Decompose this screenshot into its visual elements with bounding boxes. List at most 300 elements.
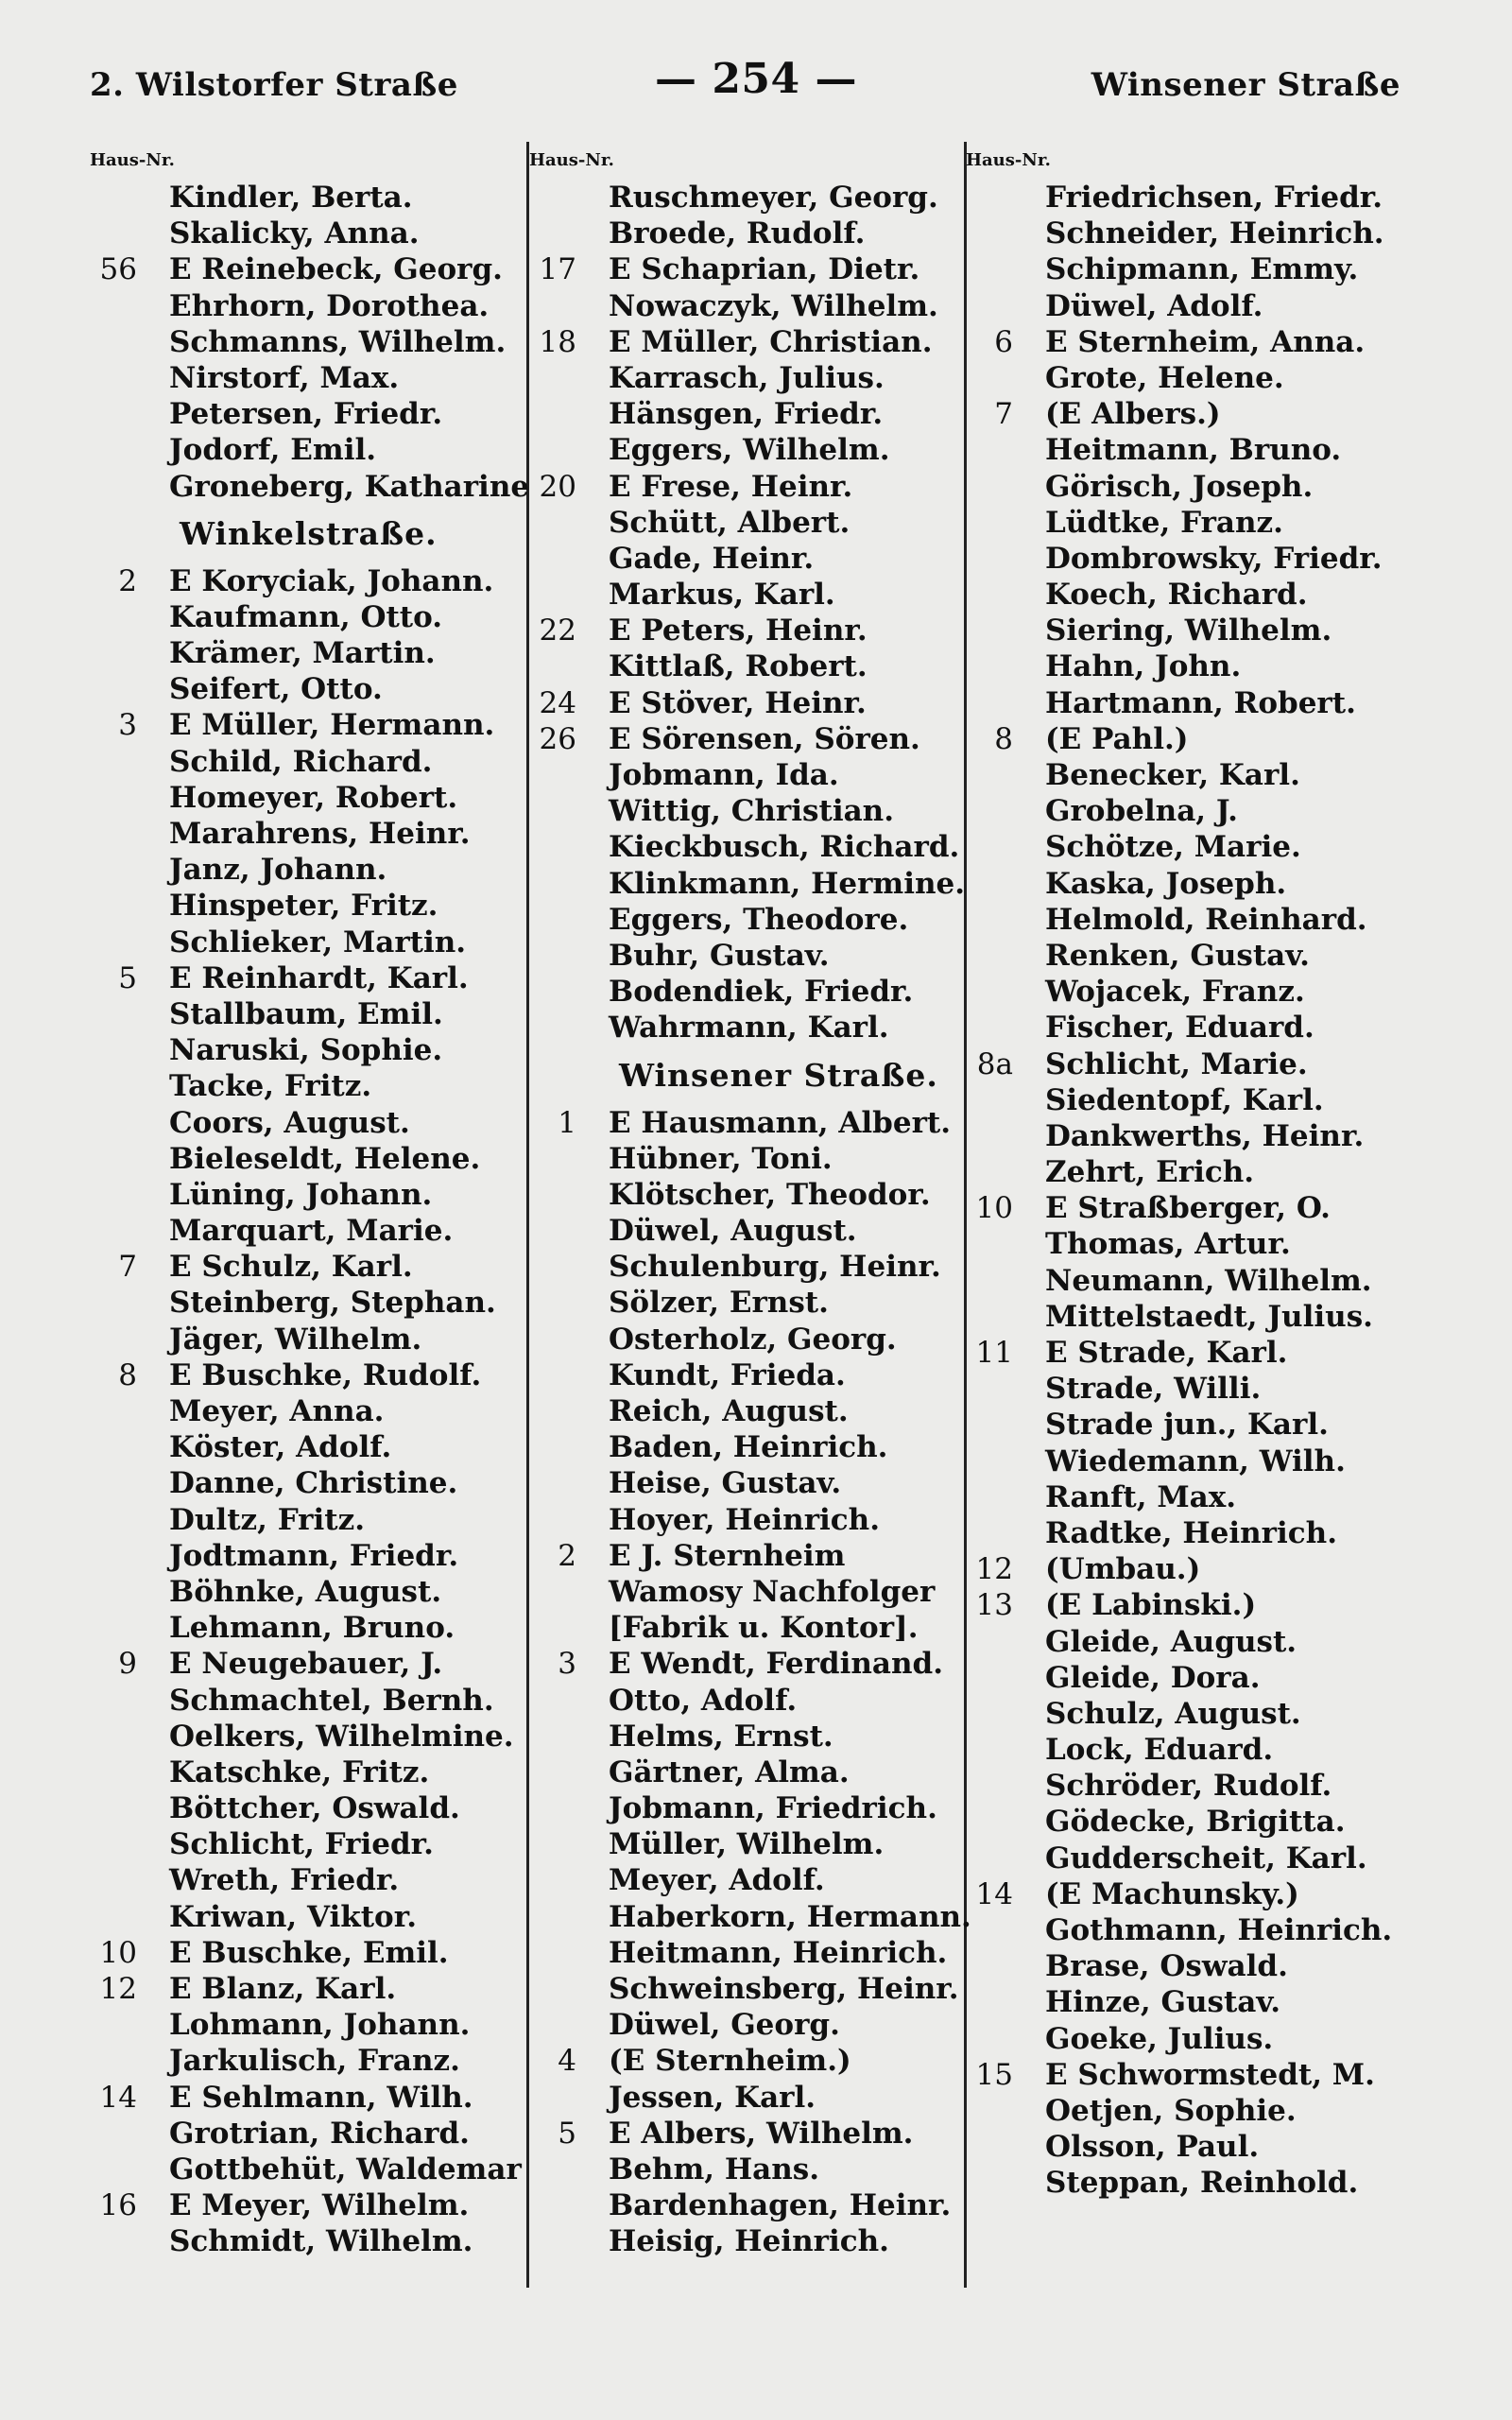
directory-entry [966,793,1438,829]
directory-entry [90,925,524,960]
resident-name: Behm, Hans. [609,2152,820,2187]
directory-entry [529,1465,973,1501]
resident-name: E Blanz, Karl. [169,1972,397,2006]
directory-entry [966,1443,1438,1479]
resident-name: Gleide, Dora. [1045,1660,1261,1695]
resident-name: Schlieker, Martin. [169,925,467,959]
directory-entry [90,432,524,468]
directory-entry [966,505,1438,541]
directory-entry [90,1357,524,1393]
directory-entry [90,2043,524,2079]
resident-name: Lohmann, Johann. [169,2008,471,2043]
directory-entry [529,1010,973,1046]
resident-name: Düwel, August. [609,1214,857,1249]
directory-entry [966,541,1438,577]
directory-entry [966,1660,1438,1696]
house-number: 18 [539,324,576,359]
resident-name: Kaufmann, Otto. [169,599,443,634]
directory-entry [90,1322,524,1357]
directory-entry [90,1141,524,1177]
street-heading [90,505,524,563]
directory-entry [90,1574,524,1610]
resident-name: Siering, Wilhelm. [1045,614,1332,648]
haus-nr-label: Haus-Nr. [966,150,1051,170]
resident-name: Grotrian, Richard. [169,2116,470,2151]
directory-entry [529,721,973,757]
directory-entry [529,1971,973,2007]
resident-name: Oetjen, Sophie. [1045,2093,1297,2128]
resident-name: Jessen, Karl. [609,2080,816,2115]
directory-entry [529,1790,973,1826]
directory-entry [529,974,973,1010]
directory-entry [90,1465,524,1501]
resident-name: Heisig, Heinrich. [609,2224,889,2259]
directory-entry [529,829,973,865]
directory-entry [529,2152,973,2187]
resident-name: Siedentopf, Karl. [1045,1082,1324,1117]
resident-name: Schulenburg, Heinr. [609,1250,941,1285]
directory-entry [966,1371,1438,1407]
directory-entry [90,888,524,924]
resident-name: Kundt, Frieda. [609,1357,846,1392]
directory-entry [966,648,1438,684]
resident-name: Böhnke, August. [169,1574,442,1609]
resident-name: E Straßberger, O. [1045,1191,1331,1226]
resident-name: Buhr, Gustav. [609,938,830,973]
resident-name: Görisch, Joseph. [1045,469,1314,504]
resident-name: Schild, Richard. [169,744,433,779]
directory-entry [966,432,1438,468]
resident-name: Steinberg, Stephan. [169,1286,496,1321]
resident-name: Klinkmann, Hermine. [609,866,966,901]
directory-entry [90,2223,524,2259]
directory-entry [90,288,524,324]
resident-name: Homeyer, Robert. [169,780,458,815]
directory-entry [529,180,973,216]
resident-name: Jarkulisch, Franz. [169,2044,460,2079]
resident-name: Zehrt, Erich. [1045,1155,1255,1190]
directory-entry [966,396,1438,432]
resident-name: Markus, Karl. [609,578,835,613]
resident-name: Friedrichsen, Friedr. [1045,181,1383,215]
resident-name: Gottbehüt, Waldemar [169,2152,522,2187]
resident-name: Renken, Gustav. [1045,938,1310,973]
resident-name: (E Pahl.) [1045,721,1189,756]
directory-entry [529,1719,973,1754]
resident-name: Schütt, Albert. [609,505,850,540]
directory-entry [90,1971,524,2007]
directory-entry [966,1515,1438,1551]
directory-entry [529,1754,973,1790]
directory-entry [966,1841,1438,1876]
house-number: 7 [118,1250,137,1285]
directory-entry [90,396,524,432]
resident-name: Koech, Richard. [1045,578,1308,613]
directory-entry [966,288,1438,324]
directory-entry [966,1696,1438,1732]
resident-name: (E Machunsky.) [1045,1876,1299,1911]
directory-entry [966,1876,1438,1912]
directory-entry [90,1646,524,1682]
directory-entry [966,2057,1438,2093]
directory-entry [966,1732,1438,1768]
directory-entry [90,2152,524,2187]
resident-name: Katschke, Fritz. [169,1754,430,1789]
directory-entry [90,1213,524,1249]
resident-name: Hübner, Toni. [609,1141,833,1176]
directory-entry [90,563,524,599]
directory-entry [90,469,530,505]
resident-name: E Hausmann, Albert. [609,1105,952,1140]
directory-entry [966,1082,1438,1118]
directory-entry [90,2116,524,2152]
resident-name: Schötze, Marie. [1045,830,1301,865]
directory-entry [529,469,973,505]
resident-name: Lüning, Johann. [169,1177,433,1212]
directory-entry [529,1285,973,1321]
directory-entry [90,1899,524,1935]
resident-name: Gärtner, Alma. [609,1754,850,1789]
directory-entry [966,938,1438,974]
resident-name: Heitmann, Bruno. [1045,433,1342,468]
resident-name: Wiedemann, Wilh. [1045,1443,1346,1478]
house-number: 10 [99,1935,137,1970]
resident-name: Jobmann, Ida. [609,758,839,792]
house-number: 10 [975,1191,1013,1226]
directory-entry [966,902,1438,938]
directory-entry [90,816,524,852]
directory-entry [90,1502,524,1538]
directory-entry [966,2165,1438,2201]
directory-entry [529,1249,973,1285]
resident-name: Hänsgen, Friedr. [609,397,884,432]
resident-name: Groneberg, Katharine [169,469,530,504]
directory-entry [966,1587,1438,1623]
resident-name: E J. Sternheim [609,1538,846,1573]
directory-entry [529,1502,973,1538]
resident-name: Lüdtke, Franz. [1045,505,1283,540]
resident-name: Helmold, Reinhard. [1045,902,1367,937]
directory-entry [966,1010,1438,1046]
resident-name: Benecker, Karl. [1045,758,1300,792]
directory-entry [529,1862,973,1898]
directory-entry [529,1683,973,1719]
house-number: 4 [558,2044,576,2079]
resident-name: Eggers, Theodore. [609,902,909,937]
directory-entry [966,866,1438,902]
resident-name: Kriwan, Viktor. [169,1899,417,1934]
directory-entry [529,1538,973,1574]
house-number: 6 [994,324,1013,359]
resident-name: Ruschmeyer, Georg. [609,181,938,215]
directory-entry [90,671,524,707]
directory-entry [90,251,524,287]
resident-name: Hinze, Gustav. [1045,1985,1281,2020]
resident-name: Gödecke, Brigitta. [1045,1805,1346,1840]
directory-entry [529,396,973,432]
resident-name: Strade jun., Karl. [1045,1408,1329,1443]
resident-name: Krämer, Martin. [169,636,436,671]
directory-entry [90,707,524,743]
directory-entry [966,685,1438,721]
directory-entry [90,1285,524,1321]
directory-entry [529,1141,973,1177]
resident-name: Müller, Wilhelm. [609,1827,885,1862]
resident-name: (E Labinski.) [1045,1588,1257,1623]
house-number: 20 [539,469,576,504]
resident-name: Hinspeter, Fritz. [169,889,438,924]
directory-entry [529,2223,973,2259]
directory-entry [90,2187,524,2223]
directory-entry [529,902,973,938]
directory-entry [90,324,524,360]
house-number: 13 [975,1588,1013,1623]
resident-name: Heitmann, Heinrich. [609,1935,948,1970]
directory-entry [529,1393,973,1429]
resident-name: Bardenhagen, Heinr. [609,2188,952,2223]
house-number: 24 [539,685,576,720]
directory-entry [529,216,973,251]
directory-entry [90,852,524,888]
directory-entry [966,721,1438,757]
directory-entry [966,324,1438,360]
resident-name: Lehmann, Bruno. [169,1611,455,1646]
directory-entry [90,360,524,396]
resident-name: Grobelna, J. [1045,794,1238,829]
resident-name: Mittelstaedt, Julius. [1045,1299,1373,1334]
resident-name: Coors, August. [169,1105,410,1140]
resident-name: Schneider, Heinrich. [1045,216,1384,251]
directory-entry [966,1407,1438,1443]
resident-name: Bieleseldt, Helene. [169,1141,481,1176]
resident-name: (E Albers.) [1045,397,1221,432]
directory-entry [90,599,524,635]
resident-name: Seifert, Otto. [169,672,383,707]
directory-entry [966,1263,1438,1299]
resident-name: Neumann, Wilhelm. [1045,1263,1372,1298]
directory-entry [90,1429,524,1465]
resident-name: Lock, Eduard. [1045,1733,1274,1768]
directory-entry [529,938,973,974]
house-number: 2 [558,1538,576,1573]
resident-name: Gleide, August. [1045,1624,1297,1659]
resident-name: E Reinebeck, Georg. [169,252,503,287]
resident-name: Brase, Oswald. [1045,1949,1288,1984]
directory-entry [90,1754,524,1790]
resident-name: Gade, Heinr. [609,541,815,576]
directory-entry [966,1624,1438,1660]
header-left-street: 2. Wilstorfer Straße [90,66,458,104]
directory-entry [966,2093,1438,2129]
directory-entry [966,2129,1438,2165]
resident-name: Olsson, Paul. [1045,2130,1260,2165]
resident-name: Kieckbusch, Richard. [609,830,960,865]
resident-name: Hoyer, Heinrich. [609,1502,881,1537]
directory-entry [966,251,1438,287]
directory-entry [966,360,1438,396]
resident-name: Broede, Rudolf. [609,216,866,251]
directory-entry [90,996,524,1032]
resident-name: Bodendiek, Friedr. [609,975,914,1010]
house-number: 11 [975,1336,1013,1370]
resident-name: Schröder, Rudolf. [1045,1769,1332,1804]
directory-entry [529,1357,973,1393]
resident-name: Jäger, Wilhelm. [169,1322,422,1357]
house-number: 7 [994,397,1013,432]
resident-name: (Umbau.) [1045,1552,1201,1587]
directory-entry [966,974,1438,1010]
directory-entry [529,1177,973,1213]
directory-entry [966,613,1438,648]
directory-entry [90,1935,524,1971]
directory-entry [90,780,524,816]
resident-name: Eggers, Wilhelm. [609,433,890,468]
directory-entry [529,251,973,287]
resident-name: E Müller, Christian. [609,324,933,359]
directory-entry [966,1984,1438,2020]
directory-entry [90,180,524,216]
directory-entry [90,1249,524,1285]
directory-entry [90,1538,524,1574]
resident-name: Jodtmann, Friedr. [169,1538,459,1573]
directory-entry [529,1574,973,1610]
directory-entry [90,1719,524,1754]
directory-entry [966,1190,1438,1226]
resident-name: E Albers, Wilhelm. [609,2116,914,2151]
directory-entry [529,505,973,541]
resident-name: Reich, August. [609,1394,849,1428]
resident-name: Tacke, Fritz. [169,1069,372,1104]
header-right-street: Winsener Straße [1091,66,1400,104]
directory-entry [90,635,524,671]
directory-entry [529,866,973,902]
resident-name: Kittlaß, Robert. [609,649,868,684]
resident-name: E Neugebauer, J. [169,1647,443,1682]
resident-name: Dultz, Fritz. [169,1502,365,1537]
directory-entry [966,829,1438,865]
resident-name: Thomas, Artur. [1045,1227,1291,1262]
street-name: Winkelstraße. [180,514,438,552]
house-number: 2 [118,563,137,598]
directory-entry [529,577,973,613]
house-number: 8 [118,1357,137,1392]
street-name: Winsener Straße. [619,1056,938,1094]
directory-entry [90,2080,524,2116]
resident-name: Haberkorn, Hermann. [609,1899,971,1934]
directory-entry [966,757,1438,793]
resident-name: Janz, Johann. [169,853,387,888]
resident-name: Strade, Willi. [1045,1372,1262,1407]
directory-entry [90,1610,524,1646]
directory-entry [966,1046,1438,1082]
resident-name: Oelkers, Wilhelmine. [169,1719,514,1754]
house-number: 3 [558,1647,576,1682]
resident-name: Düwel, Georg. [609,2008,840,2043]
resident-name: Schmanns, Wilhelm. [169,324,507,359]
resident-name: [Fabrik u. Kontor]. [609,1611,919,1646]
house-number: 17 [539,252,576,287]
directory-entry [529,324,973,360]
resident-name: Otto, Adolf. [609,1683,798,1718]
resident-name: Grote, Helene. [1045,360,1284,395]
house-number: 22 [539,614,576,648]
resident-name: E Stöver, Heinr. [609,685,867,720]
house-number: 15 [975,2057,1013,2092]
resident-name: E Schulz, Karl. [169,1250,413,1285]
resident-name: E Koryciak, Johann. [169,563,494,598]
directory-entry [529,1935,973,1971]
directory-entry [529,757,973,793]
resident-name: Marahrens, Heinr. [169,817,471,851]
resident-name: Naruski, Sophie. [169,1033,443,1068]
directory-entry [90,960,524,996]
resident-name: E Reinhardt, Karl. [169,960,469,995]
directory-entry [90,2007,524,2043]
resident-name: E Buschke, Emil. [169,1935,449,1970]
resident-name: Meyer, Adolf. [609,1863,825,1898]
resident-name: Schipmann, Emmy. [1045,252,1359,287]
house-number: 5 [558,2116,576,2151]
directory-entry [529,432,973,468]
directory-entry [529,1610,973,1646]
directory-entry [90,1032,524,1068]
resident-name: Baden, Heinrich. [609,1430,888,1465]
directory-entry [966,1154,1438,1190]
directory-entry [966,1804,1438,1840]
resident-name: Ehrhorn, Dorothea. [169,288,490,323]
resident-name: Steppan, Reinhold. [1045,2166,1359,2201]
resident-name: Klötscher, Theodor. [609,1177,931,1212]
directory-entry [966,180,1438,216]
resident-name: Wittig, Christian. [609,794,895,829]
directory-entry [529,648,973,684]
resident-name: Heise, Gustav. [609,1466,842,1501]
directory-entry [529,1826,973,1862]
directory-entry [529,1646,973,1682]
resident-name: E Frese, Heinr. [609,469,853,504]
resident-name: Nirstorf, Max. [169,360,400,395]
resident-name: Schmidt, Wilhelm. [169,2224,473,2259]
resident-name: Düwel, Adolf. [1045,288,1263,323]
directory-entry [529,613,973,648]
page-number: — 254 — [655,55,857,103]
resident-name: Ranft, Max. [1045,1479,1237,1514]
haus-nr-label: Haus-Nr. [529,150,614,170]
resident-name: Gudderscheit, Karl. [1045,1841,1367,1876]
resident-name: Wahrmann, Karl. [609,1011,889,1046]
resident-name: Schlicht, Friedr. [169,1827,434,1862]
directory-entry [90,1177,524,1213]
directory-entry [90,1105,524,1141]
resident-name: Schweinsberg, Heinr. [609,1972,959,2006]
directory-entry [529,288,973,324]
resident-name: Meyer, Anna. [169,1394,385,1428]
directory-entry [529,1105,973,1141]
directory-entry [529,360,973,396]
resident-name: Wojacek, Franz. [1045,975,1305,1010]
resident-name: Wreth, Friedr. [169,1863,400,1898]
resident-name: Gothmann, Heinrich. [1045,1913,1393,1947]
directory-entry [966,577,1438,613]
resident-name: E Schaprian, Dietr. [609,252,920,287]
directory-entry [90,216,524,251]
directory-entry [529,685,973,721]
resident-name: Karrasch, Julius. [609,360,885,395]
resident-name: Hartmann, Robert. [1045,685,1356,720]
directory-entry [966,216,1438,251]
resident-name: Skalicky, Anna. [169,216,420,251]
resident-name: Petersen, Friedr. [169,397,443,432]
